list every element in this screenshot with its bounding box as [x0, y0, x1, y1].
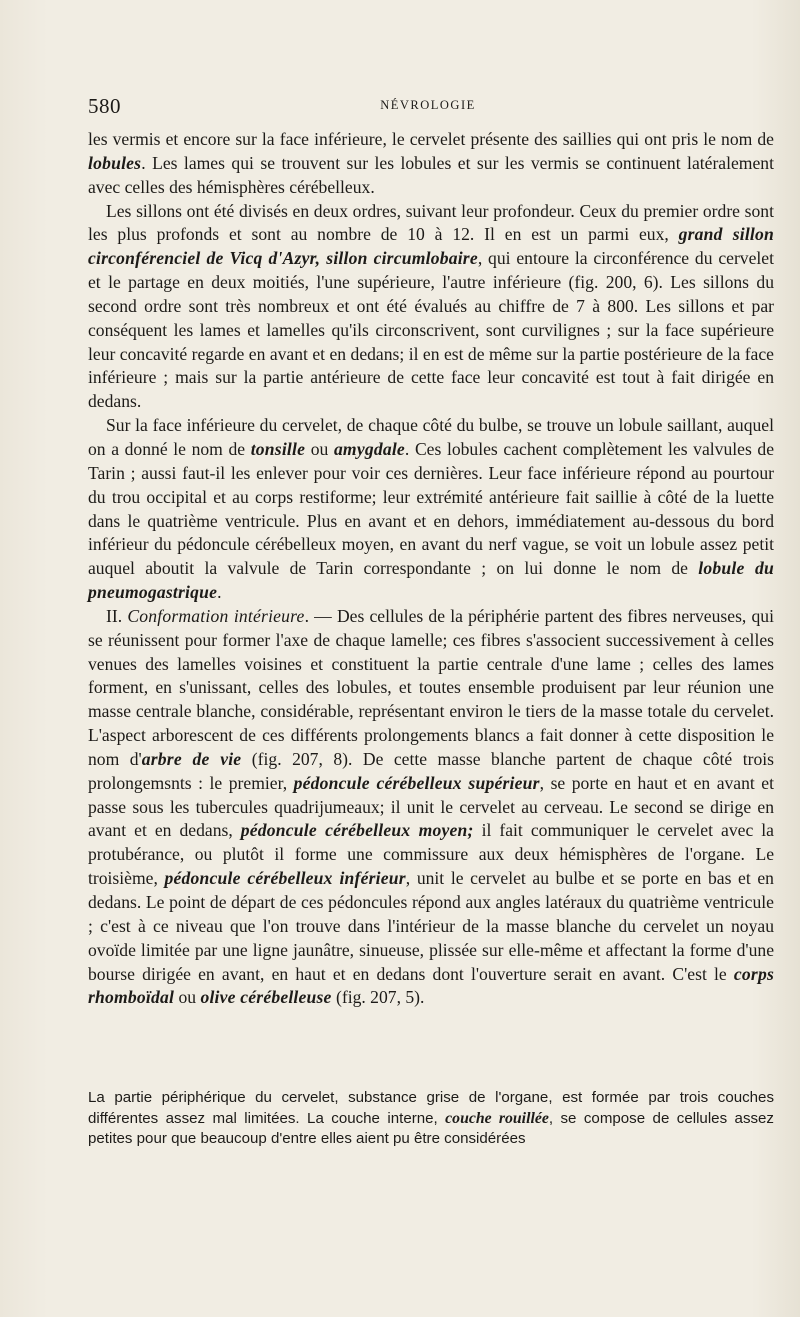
text-run: (fig. 207, 8). De cette masse blanche partent de chaque côté trois prolongemsnts : le premier, — [88, 748, 774, 793]
text-run: . — [217, 582, 222, 603]
text-run: . Les lames qui se trouvent sur les lobules et sur les vermis se continuent latéralement avec celles des hémisphères cérébelleux. — [88, 152, 774, 197]
section-title: Conformation intérieure — [127, 605, 305, 626]
term-olive-cerebelleuse: olive cérébelleuse — [200, 987, 332, 1008]
term-couche-rouillee: couche rouillée — [445, 1109, 549, 1127]
text-run: les vermis et encore sur la face inférieure, le cervelet présente des saillies qui ont pris le nom de — [88, 129, 774, 149]
text-run: Sur la face inférieure du cervelet, de chaque côté du bulbe, se trouve un lobule saillant, auquel on a donné le nom de — [88, 415, 774, 459]
text-run: , se compose de cellules assez petites pour que beaucoup d'entre elles aient pu être considérées — [88, 1109, 774, 1147]
term-pedoncule-superieur: pédoncule cérébelleux supérieur — [293, 772, 540, 793]
term-arbre-de-vie: arbre de vie — [141, 748, 242, 769]
text-run: , unit le cervelet au bulbe et se porte en bas et en dedans. Le point de départ de ces pédoncules répond aux angles latéraux du quatrième ventricule ; c'est à ce niveau que l'on trouve dans l'intérieur de la masse blanche du cervelet un noyau ovoïde limitée par une ligne jaunâtre, sinueuse, plissée sur elle-même et affectant la forme d'une bourse dirigée en avant, en haut et en dedans dont l'ouverture serait en avant. C'est le — [88, 868, 774, 984]
text-run: ou — [174, 987, 201, 1008]
text-run: , se porte en haut et en avant et passe sous les tubercules quadrijumeaux; il unit le cervelet au cerveau. Le second se dirige en avant et en dedans, — [88, 772, 775, 841]
page-number: 580 — [88, 94, 121, 118]
section-number: II. — [106, 605, 128, 626]
text-run: , qui entoure la circonférence du cervelet et le partage en deux moitiés, l'une supérieure, l'autre inférieure (fig. 200, 6). Les sillons du second ordre sont très nombreux et ont été évalués au chiffre de 7 à 800. Les sillons et par conséquent les lames et lamelles qu'ils circonscrivent, sont curvilignes ; sur la face supérieure leur concavité regarde en avant et en dedans; il en est de même sur la partie postérieure de la face inférieure ; mais sur la partie antérieure de cette face leur concavité est tout à fait dirigée en dedans. — [88, 248, 775, 412]
text-run: (fig. 207, 5). — [331, 987, 425, 1008]
term-pedoncule-moyen: pédoncule cérébelleux moyen; — [240, 820, 474, 841]
term-lobule-pneumogastrique: lobule du pneumogastrique — [88, 558, 774, 603]
term-tonsille: tonsille — [250, 438, 306, 459]
running-title: NÉVROLOGIE — [380, 98, 476, 112]
paragraph-tonsille — [88, 414, 774, 605]
term-amygdale: amygdale — [333, 438, 405, 459]
text-run: . Ces lobules cachent complètement les valvules de Tarin ; aussi faut-il les enlever pour voir ces dernières. Leur face inférieure répond au pourtour du trou occipital et au corps restiforme; leur extrémité antérieure fait saillie à côté de la luette dans le quatrième ventricule. Plus en avant et en dehors, immédiatement au-dessous du bord inférieur du pédoncule cérébelleux moyen, en avant du nerf vague, se voit un lobule assez petit auquel aboutit la valvule de Tarin correspondante ; on lui donne le nom de — [88, 438, 775, 579]
paragraph-lobules — [88, 128, 774, 200]
term-grand-sillon: grand sillon circonférenciel de Vicq d'Azyr, sillon circumlobaire — [88, 224, 774, 269]
term-corps-rhomboidal: corps rhomboïdal — [88, 963, 774, 1008]
text-run: Les sillons ont été divisés en deux ordres, suivant leur profondeur. Ceux du premier ordre sont les plus profonds et sont au nombre de 10 à 12. Il en est un parmi eux, — [88, 200, 774, 245]
main-text — [88, 128, 774, 1010]
page-header — [88, 94, 768, 120]
small-print-paragraph — [88, 1088, 774, 1150]
term-lobules: lobules — [88, 152, 142, 173]
term-pedoncule-inferieur: pédoncule cérébelleux inférieur — [164, 868, 406, 889]
text-run: La partie périphérique du cervelet, substance grise de l'organe, est formée par trois couches différentes assez mal limitées. La couche interne, — [88, 1089, 774, 1127]
text-run: il fait communiquer le cervelet avec la protubérance, ou plutôt il forme une commissure aux deux hémisphères de l'organe. Le troisième, — [88, 820, 774, 889]
text-run: . — Des cellules de la périphérie partent des fibres nerveuses, qui se réunissent pour former l'axe de chaque lamelle; ces fibres s'associent successivement à celles venues des lamelles voisines et constituent la partie centrale d'une lame ; celles des lames forment, en s'unissant, celles des lobules, et toutes ensemble produisent par leur réunion une masse centrale blanche, considérable, représentant environ le tiers de la masse totale du cervelet. L'aspect arborescent de ces différents prolongements blancs a fait donner à cette disposition le nom d' — [88, 605, 774, 769]
paragraph-sillons — [88, 200, 774, 415]
paragraph-conformation — [88, 605, 774, 1010]
text-run: ou — [305, 438, 334, 459]
